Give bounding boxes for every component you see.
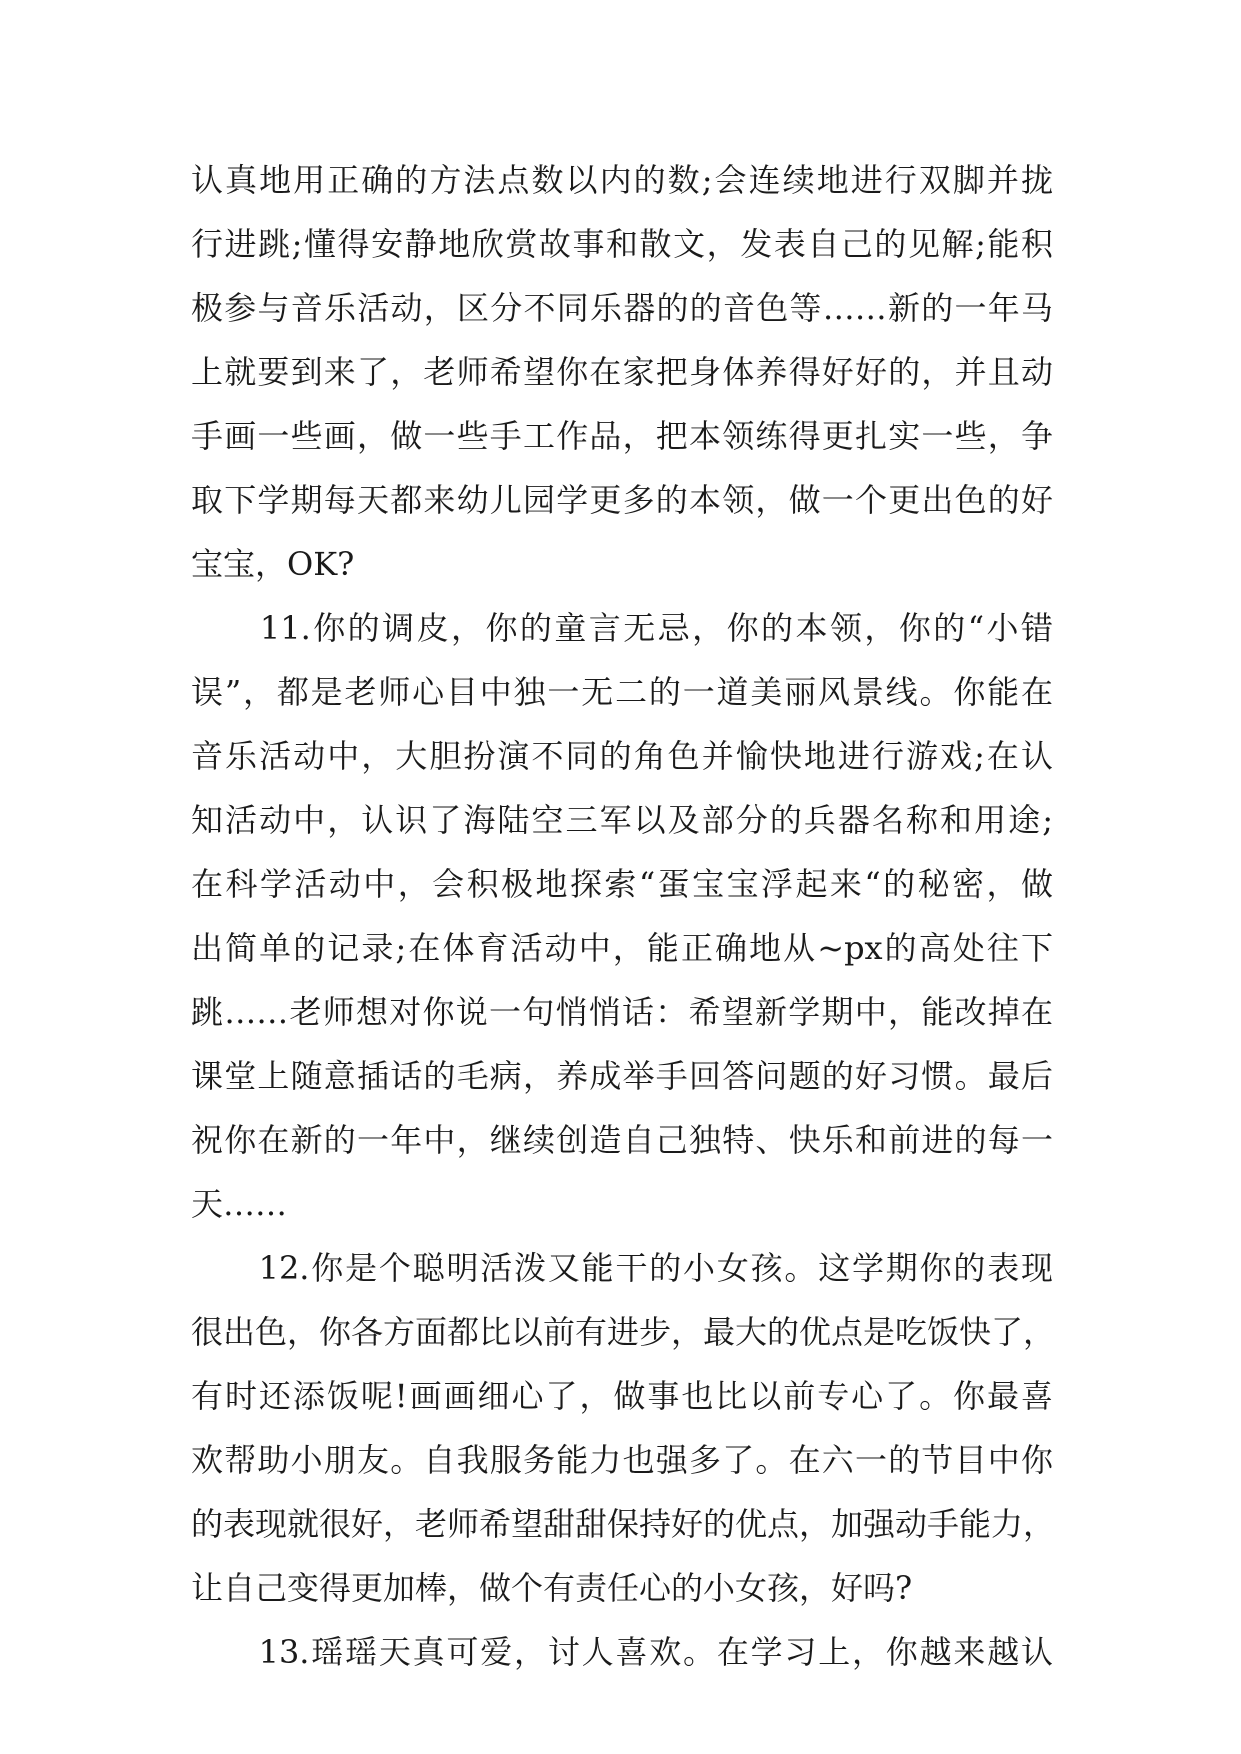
text-line: 上就要到来了，老师希望你在家把身体养得好好的，并且动: [191, 353, 1053, 391]
text-line: 知活动中，认识了海陆空三军以及部分的兵器名称和用途;: [191, 801, 1053, 839]
text-line: 跳……老师想对你说一句悄悄话：希望新学期中，能改掉在: [191, 993, 1053, 1031]
text-line: 极参与音乐活动，区分不同乐器的的音色等……新的一年马: [191, 289, 1053, 327]
text-line: 的表现就很好，老师希望甜甜保持好的优点，加强动手能力，: [191, 1505, 1056, 1543]
paragraph-13-start: 13.瑶瑶天真可爱，讨人喜欢。在学习上，你越来越认: [191, 1633, 1053, 1671]
text-line: 有时还添饭呢!画画细心了，做事也比以前专心了。你最喜: [191, 1377, 1053, 1415]
text-line: 误”，都是老师心目中独一无二的一道美丽风景线。你能在: [191, 673, 1053, 711]
document-body: [191, 148, 1056, 1684]
paragraph-11-start: 11.你的调皮，你的童言无忌，你的本领，你的“小错: [191, 609, 1053, 647]
paragraph-12-start: 12.你是个聪明活泼又能干的小女孩。这学期你的表现: [191, 1249, 1053, 1287]
text-line: 天……: [191, 1185, 288, 1223]
text-line: 出简单的记录;在体育活动中，能正确地从~px的高处往下: [191, 929, 1053, 967]
text-line: 手画一些画，做一些手工作品，把本领练得更扎实一些，争: [191, 417, 1053, 455]
text-line: 宝宝，OK?: [191, 545, 355, 583]
text-line: 让自己变得更加棒，做个有责任心的小女孩，好吗?: [191, 1569, 913, 1607]
text-line: 音乐活动中，大胆扮演不同的角色并愉快地进行游戏;在认: [191, 737, 1053, 775]
text-line: 行进跳;懂得安静地欣赏故事和散文，发表自己的见解;能积: [191, 225, 1053, 263]
text-line: 很出色，你各方面都比以前有进步，最大的优点是吃饭快了，: [191, 1313, 1056, 1351]
text-line: 取下学期每天都来幼儿园学更多的本领，做一个更出色的好: [191, 481, 1053, 519]
text-line: 欢帮助小朋友。自我服务能力也强多了。在六一的节目中你: [191, 1441, 1053, 1479]
text-line: 认真地用正确的方法点数以内的数;会连续地进行双脚并拢: [191, 161, 1053, 199]
text-line: 课堂上随意插话的毛病，养成举手回答问题的好习惯。最后: [191, 1057, 1053, 1095]
text-line: 在科学活动中，会积极地探索“蛋宝宝浮起来“的秘密，做: [191, 865, 1053, 903]
text-line: 祝你在新的一年中，继续创造自己独特、快乐和前进的每一: [191, 1121, 1053, 1159]
